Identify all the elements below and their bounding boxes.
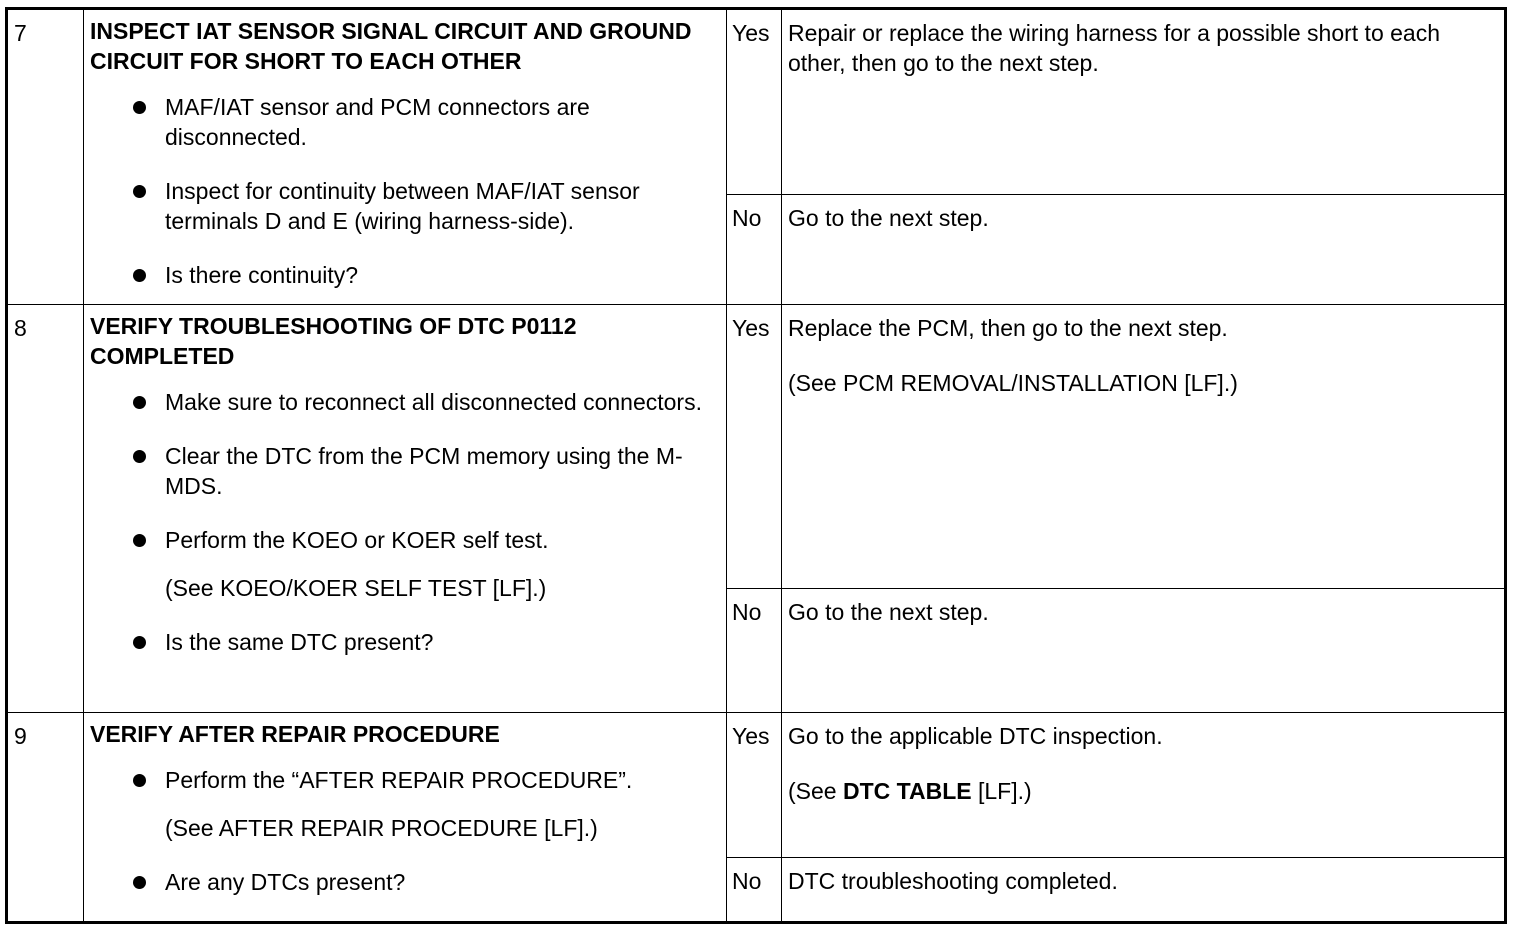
action-text: Go to the next step. (788, 599, 989, 625)
check-item: MAF/IAT sensor and PCM connectors are disconnected. (90, 92, 718, 152)
check-item: Are any DTCs present? (90, 867, 718, 897)
inspection-cell (84, 305, 727, 713)
reference-note: (See KOEO/KOER SELF TEST [LF].) (165, 575, 547, 601)
ref-suffix: [LF].) (971, 778, 1032, 804)
check-item: Inspect for continuity between MAF/IAT sensor terminals D and E (wiring harness-side). (90, 176, 718, 236)
step-8-row (7, 305, 1506, 589)
step-number: 8 (7, 305, 84, 713)
check-item: Clear the DTC from the PCM memory using the M-MDS. (90, 441, 718, 501)
step-9-row (7, 713, 1506, 858)
result-no: No (727, 195, 782, 305)
step-title: VERIFY AFTER REPAIR PROCEDURE (90, 721, 500, 747)
action-text: Replace the PCM, then go to the next step. (788, 315, 1228, 341)
ref-link-dtc-table: DTC TABLE (842, 778, 972, 804)
check-item: Is the same DTC present? (90, 627, 718, 657)
check-list (90, 92, 718, 290)
action-yes (782, 305, 1506, 589)
inspection-cell (84, 713, 727, 923)
check-list (90, 765, 718, 897)
step-title: VERIFY TROUBLESHOOTING OF DTC P0112 COMPLETED (90, 313, 577, 369)
check-item: Perform the “AFTER REPAIR PROCEDURE”. (90, 765, 718, 795)
action-no (782, 589, 1506, 713)
result-yes: Yes (727, 305, 782, 589)
check-item: Is there continuity? (90, 260, 718, 290)
action-text: Go to the applicable DTC inspection. (788, 723, 1163, 749)
check-item: Make sure to reconnect all disconnected connectors. (90, 387, 718, 417)
result-no: No (727, 858, 782, 923)
action-text: Repair or replace the wiring harness for a possible short to each other, then go to the next step. (788, 20, 1441, 76)
action-yes (782, 713, 1506, 858)
result-yes: Yes (727, 713, 782, 858)
action-text: Go to the next step. (788, 205, 989, 231)
step-title: INSPECT IAT SENSOR SIGNAL CIRCUIT AND GROUND CIRCUIT FOR SHORT TO EACH OTHER (90, 18, 692, 74)
check-item: Perform the KOEO or KOER self test. (90, 525, 718, 555)
check-list (90, 387, 718, 657)
reference-note: (See AFTER REPAIR PROCEDURE [LF].) (165, 815, 598, 841)
step-number: 9 (7, 713, 84, 923)
ref-prefix: (See (788, 778, 843, 804)
action-reference: (See PCM REMOVAL/INSTALLATION [LF].) (788, 370, 1238, 396)
result-yes: Yes (727, 9, 782, 195)
step-7-row (7, 9, 1506, 195)
step-number: 7 (7, 9, 84, 305)
action-no (782, 195, 1506, 305)
action-text: DTC troubleshooting completed. (788, 868, 1118, 894)
inspection-cell (84, 9, 727, 305)
action-reference (788, 776, 1496, 806)
action-yes (782, 9, 1506, 195)
result-no: No (727, 589, 782, 713)
dtc-troubleshooting-table (5, 7, 1507, 924)
action-no (782, 858, 1506, 923)
